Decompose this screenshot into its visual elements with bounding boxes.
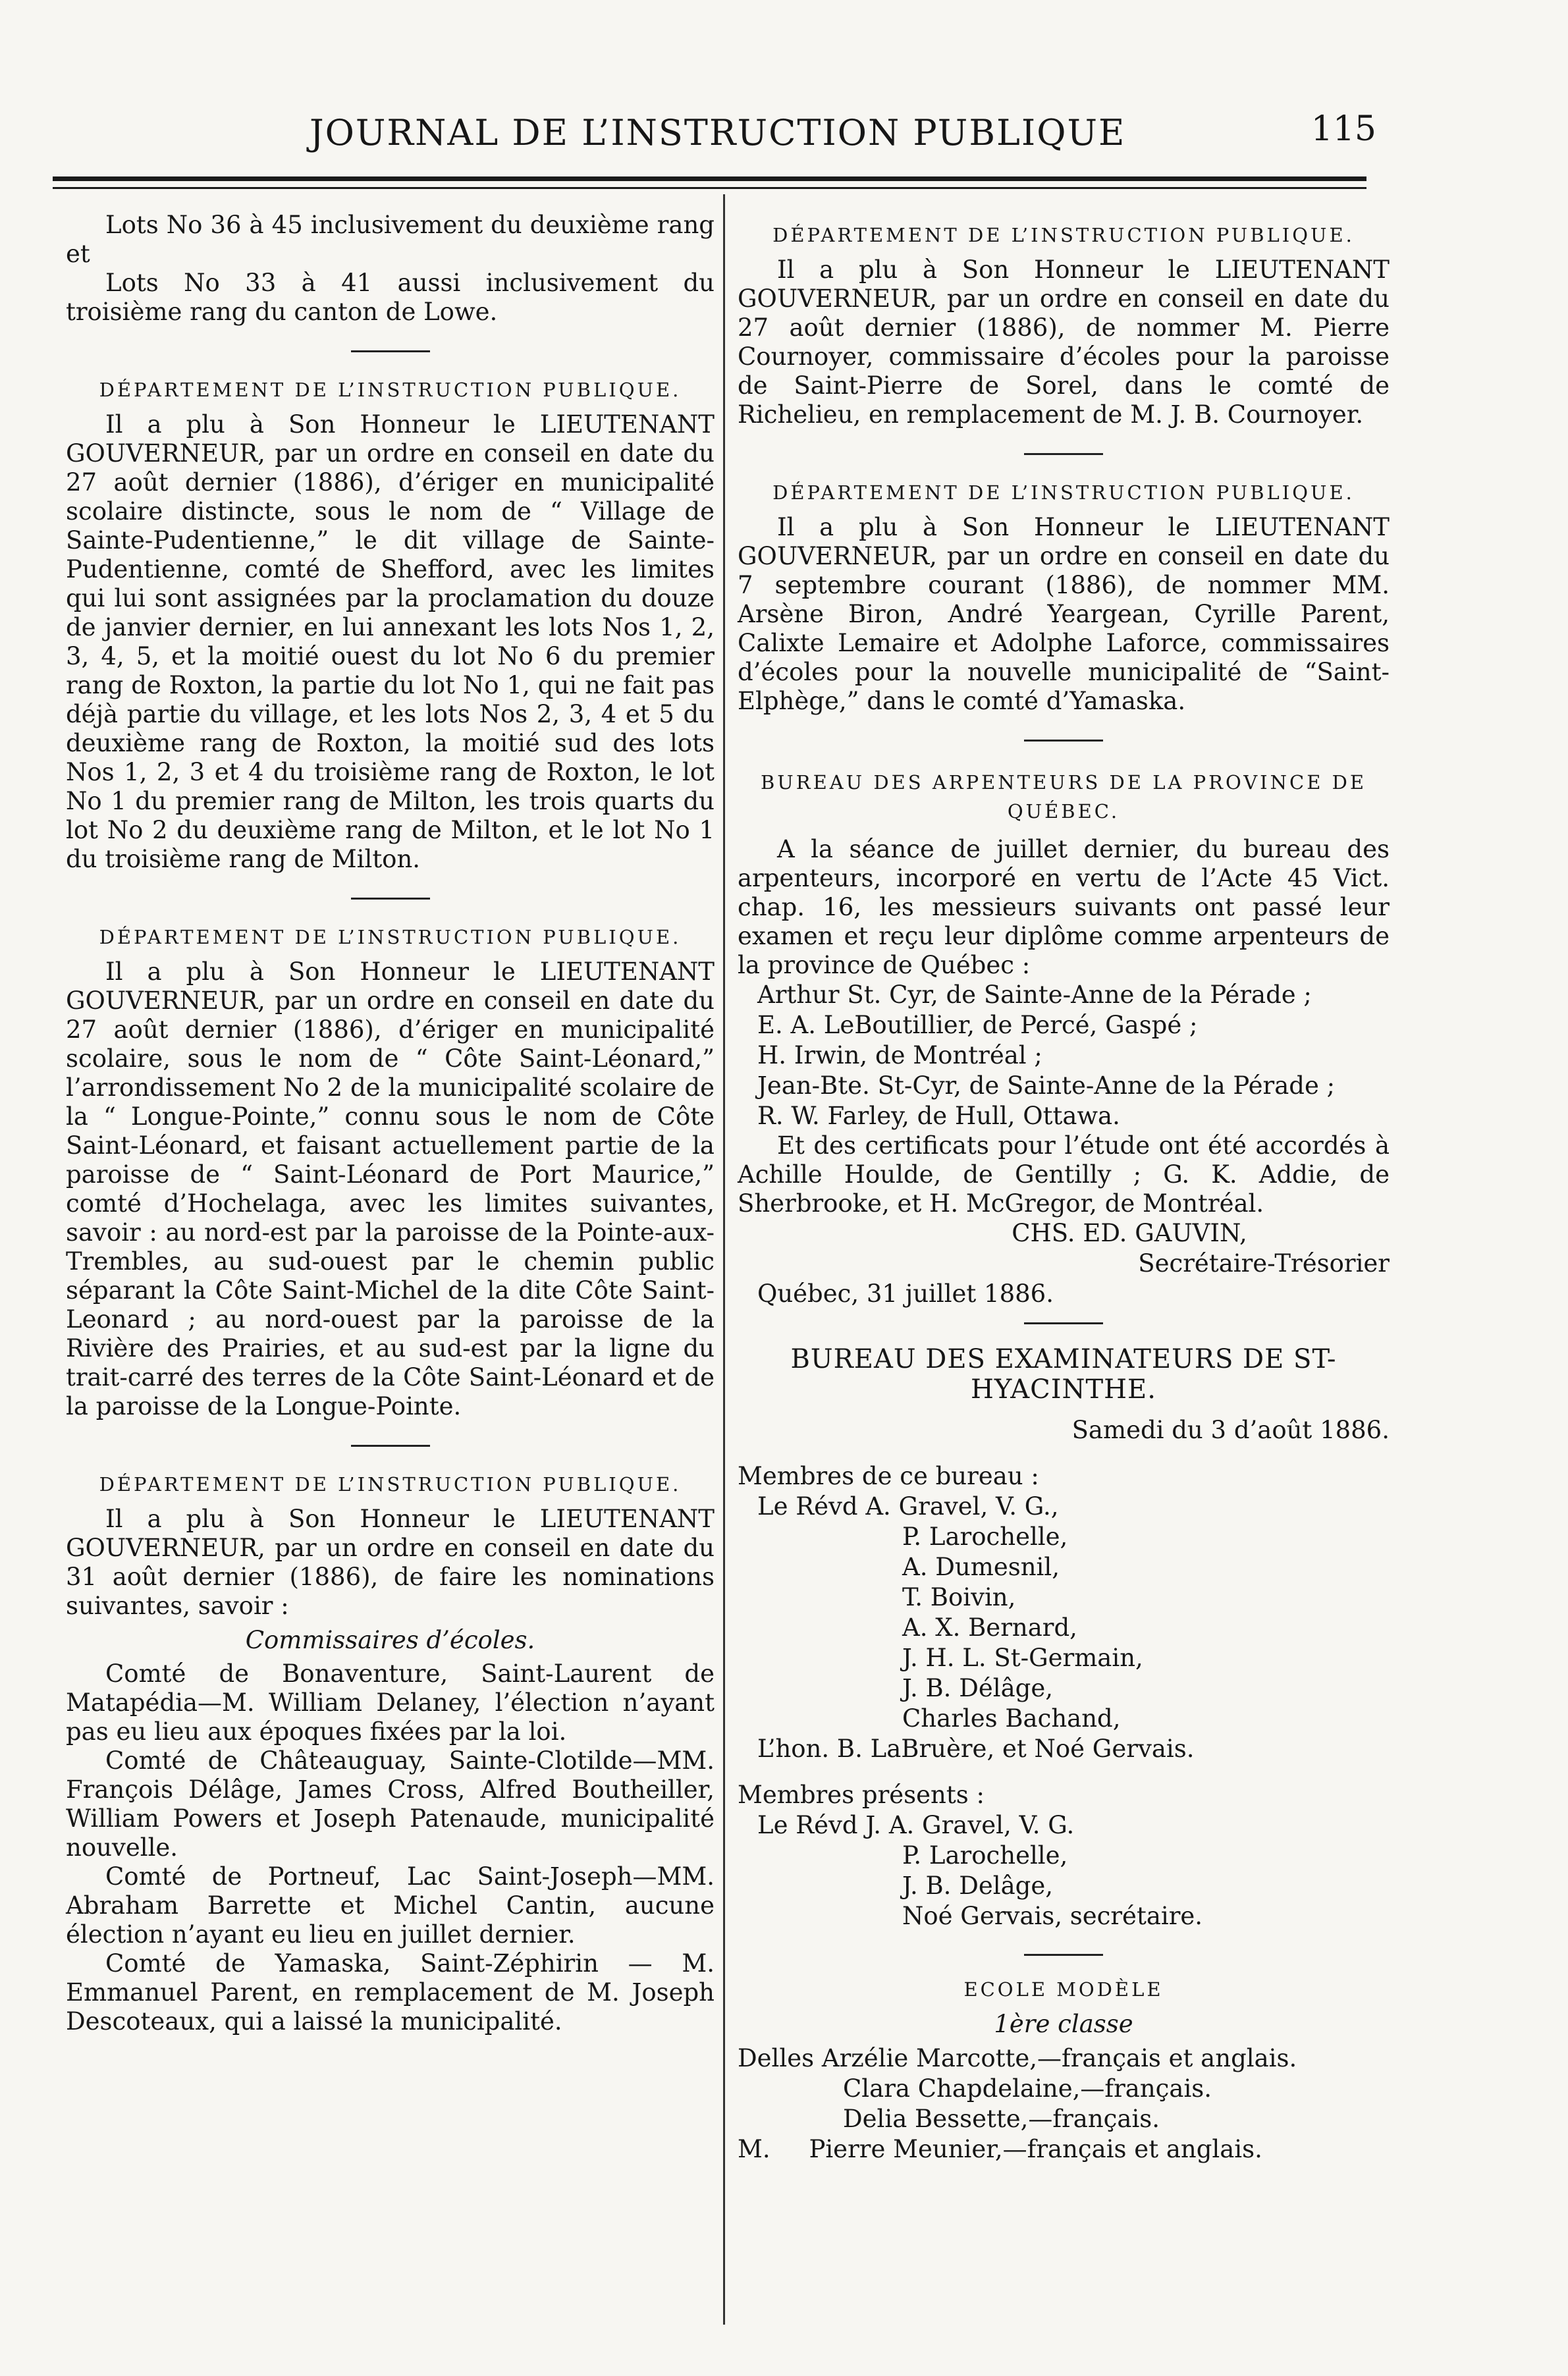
notice-paragraph: Il a plu à Son Honneur le LIEUTENANT GOUVERNEUR, par un ordre en conseil en date du 27 août dernier (1886), d’ériger en municipalité scolaire distincte, sous le nom de “ Village de Sainte-Pudentienne,” le dit village de Sainte-Pudentienne, comté de Shefford, avec les limites qui lui sont assignées par la proclamation du douze de janvier dernier, en lui annexant les lots Nos 1, 2, 3, 4, 5, et la moitié ouest du lot No 6 du premier rang de Roxton, la partie du lot No 1, qui ne fait pas déjà partie du village, et les lots Nos 2, 3, 4 et 5 du deuxième rang de Roxton, la moitié sud des lots Nos 1, 2, 3 et 4 du troisième rang de Roxton, le lot No 1 du premier rang de Milton, les trois quarts du lot No 2 du deuxième rang de Milton, et le lot No 1 du troisième rang de Milton. — [66, 410, 715, 873]
section-rule — [351, 1445, 430, 1447]
members-label: Membres de ce bureau : — [738, 1462, 1039, 1490]
header-rule-thick — [53, 176, 1366, 181]
member-name: J. H. L. St-Germain, — [902, 1644, 1143, 1672]
page-number: 115 — [1311, 109, 1376, 149]
present-member: Noé Gervais, secrétaire. — [902, 1902, 1203, 1930]
member-name: T. Boivin, — [902, 1583, 1016, 1611]
class-heading: 1ère classe — [994, 2010, 1133, 2038]
surveyor-name: Arthur St. Cyr, de Sainte-Anne de la Pérade ; — [757, 981, 1312, 1009]
surveyor-name: E. A. LeBoutillier, de Percé, Gaspé ; — [757, 1011, 1198, 1039]
notice-paragraph: Il a plu à Son Honneur le LIEUTENANT GOUVERNEUR, par un ordre en conseil en date du 31 août dernier (1886), de faire les nominations suivantes, savoir : — [66, 1505, 715, 1620]
nomination-item: Comté de Châteauguay, Sainte-Clotilde—MM. François Délâge, James Cross, Alfred Boutheiller, William Powers et Joseph Patenaude, municipalité nouvelle. — [66, 1746, 715, 1862]
section-heading: DÉPARTEMENT DE L’INSTRUCTION PUBLIQUE. — [772, 481, 1355, 504]
section-heading: DÉPARTEMENT DE L’INSTRUCTION PUBLIQUE. — [99, 379, 682, 401]
student-line: Delia Bessette,—français. — [843, 2105, 1160, 2133]
nomination-item: Comté de Bonaventure, Saint-Laurent de Matapédia—M. William Delaney, l’élection n’ayant pas eu lieu aux époques fixées par la loi. — [66, 1660, 715, 1746]
member-name: A. Dumesnil, — [902, 1553, 1060, 1581]
surveyor-name: H. Irwin, de Montréal ; — [757, 1041, 1042, 1069]
section-heading: DÉPARTEMENT DE L’INSTRUCTION PUBLIQUE. — [99, 1473, 682, 1496]
section-heading: BUREAU DES EXAMINATEURS DE ST-HYACINTHE. — [790, 1344, 1337, 1405]
member-name: Le Révd A. Gravel, V. G., — [757, 1492, 1059, 1521]
member-name: L’hon. B. LaBruère, et Noé Gervais. — [757, 1735, 1195, 1763]
section-rule — [351, 898, 430, 900]
notice-paragraph: Il a plu à Son Honneur le LIEUTENANT GOUVERNEUR, par un ordre en conseil en date du 7 septembre courant (1886), de nommer MM. Arsène Biron, André Yeargean, Cyrille Parent, Calixte Lemaire et Adolphe Laforce, commissaires d’écoles pour la nouvelle municipalité de “Saint-Elphège,” dans le comté d’Yamaska. — [738, 513, 1390, 715]
signature-role: Secrétaire-Trésorier — [1138, 1249, 1390, 1278]
dateline: Québec, 31 juillet 1886. — [757, 1280, 1054, 1308]
nomination-item: Comté de Yamaska, Saint-Zéphirin — M. Emmanuel Parent, en remplacement de M. Joseph Descoteaux, qui a laissé la municipalité. — [66, 1949, 715, 2036]
column-divider — [723, 194, 725, 2325]
student-line: Clara Chapdelaine,—français. — [843, 2074, 1212, 2103]
present-member: Le Révd J. A. Gravel, V. G. — [757, 1811, 1075, 1839]
surveyor-name: R. W. Farley, de Hull, Ottawa. — [757, 1102, 1120, 1130]
section-rule — [1024, 1322, 1103, 1324]
student-line: M. Pierre Meunier,—français et anglais. — [738, 2135, 1262, 2163]
section-heading: DÉPARTEMENT DE L’INSTRUCTION PUBLIQUE. — [772, 224, 1355, 246]
notice-paragraph: A la séance de juillet dernier, du bureau des arpenteurs, incorporé en vertu de l’Acte 45 Vict. chap. 16, les messieurs suivants ont passé leur examen et reçu leur diplôme comme arpenteurs de la province de Québec : — [738, 835, 1390, 979]
member-name: A. X. Bernard, — [902, 1613, 1077, 1642]
present-member: J. B. Delâge, — [902, 1872, 1053, 1900]
notice-paragraph: Il a plu à Son Honneur le LIEUTENANT GOUVERNEUR, par un ordre en conseil en date du 27 août dernier (1886), de nommer M. Pierre Cournoyer, commissaire d’écoles pour la paroisse de Saint-Pierre de Sorel, dans le comté de Richelieu, en remplacement de M. J. B. Cournoyer. — [738, 256, 1390, 429]
school-heading: ECOLE MODÈLE — [963, 1978, 1164, 2001]
notice-paragraph: Il a plu à Son Honneur le LIEUTENANT GOUVERNEUR, par un ordre en conseil en date du 27 août dernier (1886), d’ériger en municipalité scolaire, sous le nom de “ Côte Saint-Léonard,” l’arrondissement No 2 de la municipalité scolaire de la “ Longue-Pointe,” connu sous le nom de Côte Saint-Léonard, et faisant actuellement partie de la paroisse de “ Saint-Léonard de Port Maurice,” comté d’Hochelaga, avec les limites suivantes, savoir : au nord-est par la paroisse de la Pointe-aux-Trembles, au sud-ouest par le chemin public séparant la Côte Saint-Michel de la dite Côte Saint-Leonard ; au nord-ouest par la paroisse de la Rivière des Prairies, et au sud-est par la ligne du trait-carré des terres de la Côte Saint-Léonard et de la paroisse de la Longue-Pointe. — [66, 958, 715, 1420]
left-column — [66, 211, 715, 2036]
section-rule — [1024, 740, 1103, 742]
right-column — [738, 211, 1390, 2165]
intro-paragraph: Lots No 36 à 45 inclusivement du deuxième rang et — [66, 211, 715, 268]
certificates-paragraph: Et des certificats pour l’étude ont été accordés à Achille Houlde, de Gentilly ; G. K. Addie, de Sherbrooke, et H. McGregor, de Montréal. — [738, 1131, 1390, 1218]
member-name: J. B. Délâge, — [902, 1674, 1053, 1702]
section-rule — [1024, 453, 1103, 455]
signature: CHS. ED. GAUVIN, — [1012, 1219, 1247, 1247]
section-rule — [1024, 1954, 1103, 1956]
present-member: P. Larochelle, — [902, 1841, 1068, 1870]
header-rule-thin — [53, 187, 1366, 189]
student-line: Delles Arzélie Marcotte,—français et anglais. — [738, 2044, 1297, 2072]
nomination-item: Comté de Portneuf, Lac Saint-Joseph—MM. Abraham Barrette et Michel Cantin, aucune élection n’ayant eu lieu en juillet dernier. — [66, 1862, 715, 1949]
running-title: JOURNAL DE L’INSTRUCTION PUBLIQUE — [310, 112, 1126, 153]
spacer — [738, 1764, 1390, 1780]
meeting-date: Samedi du 3 d’août 1886. — [1071, 1416, 1390, 1444]
intro-paragraph: Lots No 33 à 41 aussi inclusivement du troisième rang du canton de Lowe. — [66, 269, 715, 326]
member-name: P. Larochelle, — [902, 1523, 1068, 1551]
section-heading: DÉPARTEMENT DE L’INSTRUCTION PUBLIQUE. — [99, 926, 682, 948]
section-rule — [351, 350, 430, 352]
surveyor-name: Jean-Bte. St-Cyr, de Sainte-Anne de la Pérade ; — [757, 1071, 1336, 1100]
section-heading: BUREAU DES ARPENTEURS DE LA PROVINCE DE QUÉBEC. — [760, 771, 1366, 823]
present-label: Membres présents : — [738, 1781, 985, 1809]
spacer — [738, 1445, 1390, 1461]
page-header — [66, 99, 1376, 171]
subheading: Commissaires d’écoles. — [245, 1626, 535, 1654]
member-name: Charles Bachand, — [902, 1704, 1121, 1733]
